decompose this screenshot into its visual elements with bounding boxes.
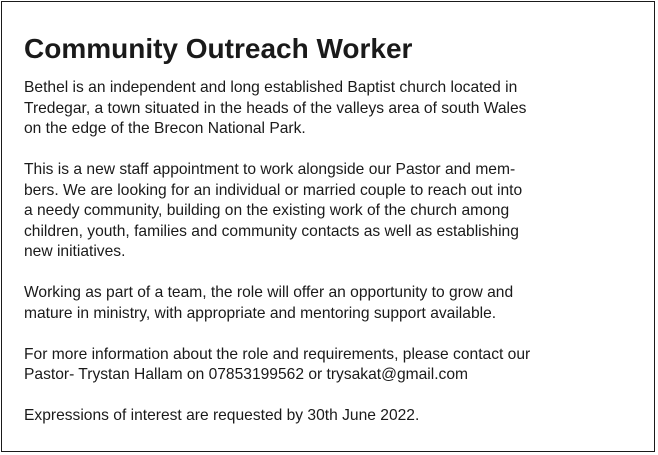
paragraph-deadline (24, 406, 644, 427)
text-line: Expressions of interest are requested by 30th June 2022. (24, 407, 420, 424)
text-line: Bethel is an independent and long established Baptist church located in (24, 79, 518, 96)
text-line: new initiatives. (24, 243, 126, 260)
advert-content (24, 32, 644, 427)
text-line: on the edge of the Brecon National Park. (24, 120, 306, 137)
paragraph-contact-info (24, 345, 644, 386)
text-line: Pastor- Trystan Hallam on 07853199562 or trysakat@gmail.com (24, 366, 468, 383)
text-line: This is a new staff appointment to work alongside our Pastor and mem- (24, 161, 516, 178)
paragraph-role-description (24, 160, 644, 263)
text-line: a needy community, building on the existing work of the church among (24, 202, 510, 219)
text-line: For more information about the role and requirements, please contact our (24, 345, 531, 363)
text-line: children, youth, families and community contacts as well as establishing (24, 222, 519, 240)
text-line: Working as part of a team, the role will offer an opportunity to grow and (24, 284, 514, 301)
text-line: mature in ministry, with appropriate and mentoring support available. (24, 304, 497, 322)
text-line: Tredegar, a town situated in the heads of the valleys area of south Wales (24, 99, 527, 117)
advert-frame (1, 1, 655, 452)
paragraph-team-opportunity (24, 283, 644, 324)
advert-title: Community Outreach Worker (24, 33, 413, 64)
text-line: bers. We are looking for an individual or married couple to reach out into (24, 181, 523, 199)
paragraph-about-church (24, 78, 644, 140)
